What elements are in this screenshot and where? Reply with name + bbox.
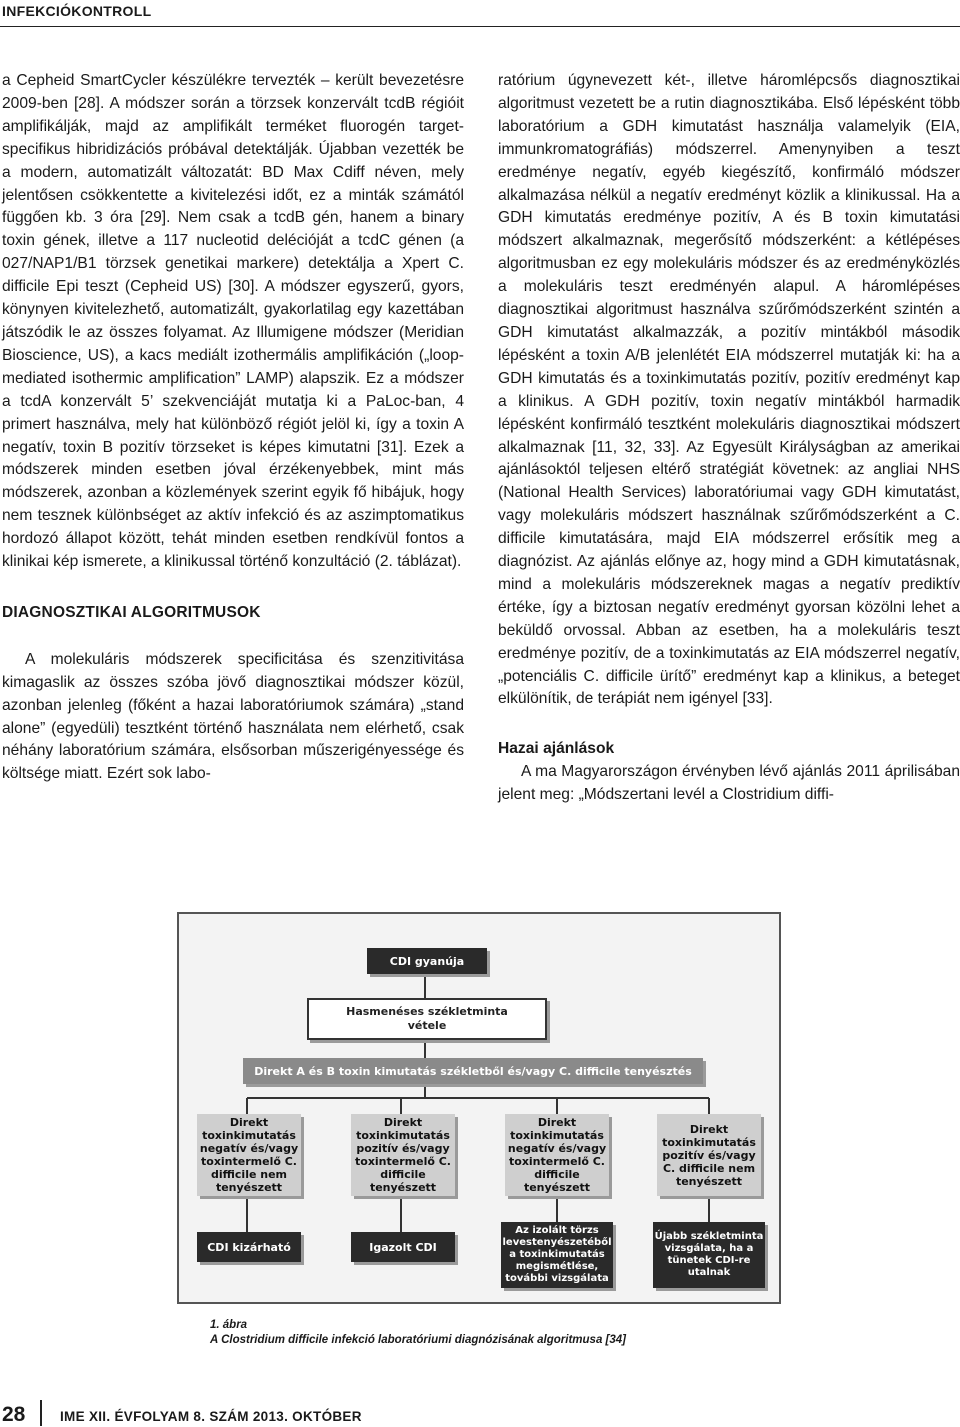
box-toxin-tests-label: Direkt A és B toxin kimutatás székletből és/vagy C. difficile tenyésztés xyxy=(254,1064,692,1078)
figure-caption xyxy=(210,1318,626,1348)
outcome-box-3-label: Az izolált törzs levestenyészetéből a toxinkimutatás megismétlése, további vizsgálata xyxy=(502,1225,612,1284)
right-paragraph-2: A ma Magyarországon érvényben lévő ajánlás 2011 áprilisában jelent meg: „Módszertani levél a Clostridium diffi- xyxy=(498,763,960,804)
right-paragraph-1: ratórium úgynevezett két-, illetve háromlépcsős diagnosztikai algoritmust vezetett be a rutin diagnosztikába. Első lépésként több laboratórium a GDH kimutatást használja valamelyik (EIA, immunkromatográfiás) módszerrel. Amenynyiben a teszt eredménye negatív, egyéb kiegészítő, konfirmáló módszer alkalmazása nélkül a negatív eredményt közlik a klinikussal. Ha a GDH kimutatás eredménye pozitív, A és B toxin kimutatási módszert alkalmaznak, megerősítő módszerként: a kétlépéses algoritmusban ez egy molekuláris módszer és az eredményközlés a molekuláris teszt eredményén alapul. A háromlépéses diagnosztikai algoritmust használva szűrőmódszerként szintén a GDH kimutatást alkalmazzák, a pozitív mintákból második lépésként a toxin A/B jelenlétét EIA módszerrel mutatják ki: ha a GDH kimutatás és a toxinkimutatás pozitív, pozitív eredményt kap a klinikus. A GDH pozitív, toxin negatív mintákból harmadik lépésként konfirmáló tesztként molekuláris diagnosztikai módszert alkalmaznak [11, 32, 33]. Az Egyesült Királyságban az amerikai ajánlásoktól teljesen eltérő stratégiát követnek: az angliai NHS (National Health Services) laboratóriumai vagy GDH kimutatást, vagy molekuláris módszert használnak szűrőmódszerként a C. difficile kimutatására, majd EIA módszerrel erősítik meg a diagnózist. Az ajánlás előnye az, hogy mind a GDH kimutatásnak, mind a molekuláris módszereknek magas a negatív prediktív értéke, így a biztosan negatív eredményt gyorsan közölni lehet a beküldő orvossal. Abban az esetben, ha a molekuláris teszt eredménye pozitív, de a toxinkimutatás az EIA módszerrel negatív, „potenciális C. difficile ürítő” eredményt kap a klinikus, a beteget elkülönítik, de terápiát nem igényel [33]. xyxy=(498,72,960,708)
outcome-box-2 xyxy=(351,1232,455,1262)
box-toxin-tests xyxy=(243,1058,703,1084)
left-paragraph-1: a Cepheid SmartCycler készülékre tervezték – került bevezetésre 2009-ben [28]. A módszer során a törzsek konzervált tcdB régióit amplifikálják, majd az amplifikált terméket fluorogén target-specifikus hibridizációs próbával detektálják. Újabban vezették be a modern, automatizált változatát: BD Max Cdiff néven, mely jelentősen csökkentette a kivitelezési időt, ez a minták számától függően kb. 3 óra [29]. Nem csak a tcdB gén, hanem a binary toxin gének, illetve a 117 nucleotid delécióját a tcdC génen (a 027/NAP1/B1 törzsek genetikai markere) detektálja a Xpert C. difficile Epi teszt (Cepheid US) [30]. A módszer egyszerű, gyors, könynyen kivitelezhető, automatizált, gyakorlatilag egy kazettában játszódik le az összes folyamat. Az Illumigene módszer (Meridian Bioscience, US), a kacs mediált izothermális amplifikáción („loop-mediated isothermic amplification” LAMP) alapszik. Ez a módszer a tcdA konzervált 5’ szekvenciáját mutatja ki a PaLoc-ban, 4 primert használva, mely hat különböző régiót jelöl ki, így a toxin A negatív, toxin B pozitív törzseket is képes kimutatni [31]. Ezek a módszerek minden esetben jóval érzékenyebbek, mint más módszerek, azonban a közlemények szerint egyik fő hibájuk, hogy nem tesznek különbséget az aktív infekció és az aszimptomatikus hordozó állapot között, tehát minden esetben rendkívül fontos a klinikai kép ismerete, a klinikussal történő konzultáció (2. táblázat). xyxy=(2,72,464,571)
section-title: DIAGNOSZTIKAI ALGORITMUSOK xyxy=(2,603,261,621)
outcome-box-1 xyxy=(197,1232,301,1262)
result-box-1-label: Direkt toxinkimutatás negatív és/vagy toxintermelő C. difficile nem tenyészett xyxy=(199,1116,299,1194)
header-rule xyxy=(0,26,960,27)
result-box-4-label: Direkt toxinkimutatás pozitív és/vagy C. difficile nem tenyészett xyxy=(662,1122,756,1188)
box-sample xyxy=(307,998,547,1040)
outcome-box-3 xyxy=(501,1222,613,1288)
result-box-3 xyxy=(505,1114,609,1196)
box-sample-line1: Hasmenéses székletminta xyxy=(346,1005,508,1018)
result-box-1 xyxy=(197,1114,301,1196)
journal-info: IME XII. ÉVFOLYAM 8. SZÁM 2013. OKTÓBER xyxy=(60,1409,362,1424)
result-box-3-label: Direkt toxinkimutatás negatív és/vagy toxintermelő C. difficile tenyészett xyxy=(507,1116,607,1194)
subheading: Hazai ajánlások xyxy=(498,740,615,758)
result-box-2-label: Direkt toxinkimutatás pozitív és/vagy toxintermelő C. difficile tenyészett xyxy=(355,1116,451,1194)
running-header xyxy=(0,0,960,22)
right-column xyxy=(498,70,960,807)
box-cdi-suspicion-label: CDI gyanúja xyxy=(389,954,465,968)
figure-flowchart xyxy=(177,912,781,1304)
outcome-box-1-label: CDI kizárható xyxy=(207,1240,291,1254)
result-box-4 xyxy=(657,1114,761,1196)
outcome-box-4-label: Újabb székletminta vizsgálata, ha a tünetek CDI-re utalnak xyxy=(654,1231,764,1278)
left-paragraph-2: A molekuláris módszerek specificitása és szenzitivitása kimagaslik az összes szóba jövő diagnosztikai módszer közül, azonban jelenleg (főként a hazai laboratóriumok számára) „stand alone” (egyedüli) tesztként történő használata nem elérhető, csak néhány laboratórium számára, elsősorban műszerigényessége és költsége miatt. Ezért sok labo- xyxy=(2,650,464,783)
outcome-box-4 xyxy=(653,1222,765,1288)
figure-number: 1. ábra xyxy=(210,1319,248,1331)
figure-title: A Clostridium difficile infekció laboratóriumi diagnózisának algoritmusa [34] xyxy=(210,1334,626,1346)
page-number: 28 xyxy=(2,1403,26,1426)
left-column xyxy=(2,70,464,786)
footer-divider xyxy=(40,1400,42,1426)
box-sample-line2: vétele xyxy=(407,1019,447,1032)
outcome-box-2-label: Igazolt CDI xyxy=(369,1240,437,1254)
result-box-2 xyxy=(351,1114,455,1196)
section-label: INFEKCIÓKONTROLL xyxy=(2,3,152,19)
box-cdi-suspicion xyxy=(367,948,487,974)
